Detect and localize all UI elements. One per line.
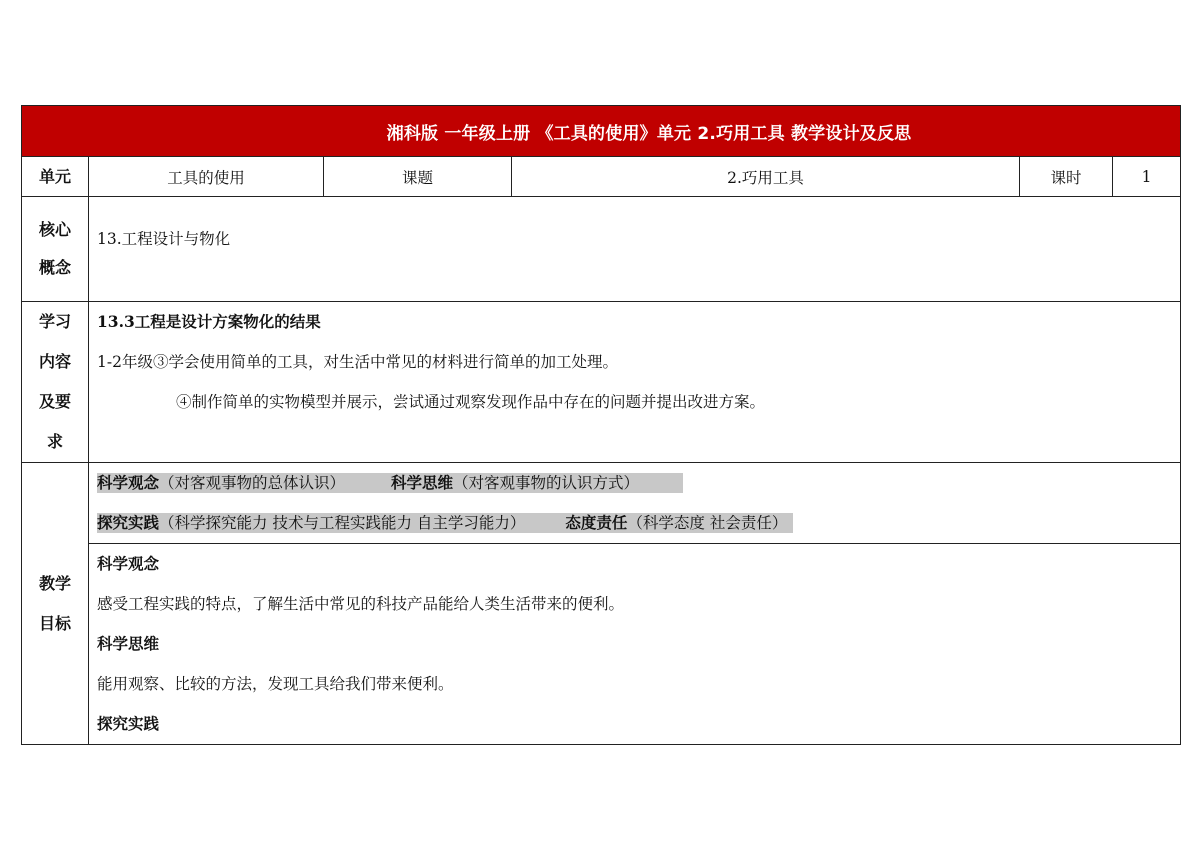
lesson-plan-table: [21, 105, 1181, 745]
topic-value: 2.巧用工具: [512, 157, 1020, 197]
objective-heading: 科学观念: [97, 554, 160, 573]
learning-row: [22, 302, 1181, 463]
period-label: 课时: [1020, 157, 1113, 197]
objectives-body: [89, 544, 1181, 745]
dimension-highlight: 探究实践（科学探究能力 技术与工程实践能力 自主学习能力） 态度责任（科学态度 社会责任）: [97, 513, 793, 533]
learning-label: [22, 302, 89, 463]
learning-label-line: 求: [46, 432, 63, 451]
learning-label-line: 内容: [38, 352, 71, 371]
objective-heading: 科学思维: [97, 634, 160, 653]
learning-label-line: 学习: [38, 312, 71, 331]
objective-text: 感受工程实践的特点，了解生活中常见的科技产品能给人类生活带来的便利。: [97, 595, 625, 613]
document-title-text: 湘科版 一年级上册 《工具的使用》单元 2.巧用工具 教学设计及反思: [386, 123, 912, 144]
learning-label-line: 及要: [38, 392, 71, 411]
objective-heading: 探究实践: [97, 714, 160, 733]
topic-label: 课题: [324, 157, 512, 197]
dimension-highlight: 科学观念（对客观事物的总体认识） 科学思维（对客观事物的认识方式）: [97, 473, 683, 493]
objectives-dimensions: [89, 463, 1181, 544]
objectives-highlight-row: [22, 463, 1181, 544]
document-title: [22, 106, 1181, 157]
objectives-body-row: [22, 544, 1181, 745]
unit-value: 工具的使用: [89, 157, 324, 197]
learning-content: [89, 302, 1181, 463]
unit-label: 单元: [22, 157, 89, 197]
objectives-label: 教学 目标: [22, 463, 89, 745]
header-row: [22, 157, 1181, 197]
core-concept-row: [22, 197, 1181, 302]
core-concept-text: 13.工程设计与物化: [89, 197, 1181, 302]
objective-text: 能用观察、比较的方法，发现工具给我们带来便利。: [97, 675, 454, 693]
learning-requirement: 1-2年级③学会使用简单的工具，对生活中常见的材料进行简单的加工处理。: [97, 353, 618, 371]
dimension-line: [97, 463, 1180, 503]
learning-requirement: ④制作简单的实物模型并展示，尝试通过观察发现作品中存在的问题并提出改进方案。: [176, 393, 766, 411]
title-row: [22, 106, 1181, 157]
learning-standard: 13.3工程是设计方案物化的结果: [97, 312, 321, 331]
core-concept-label: 核心 概念: [22, 197, 89, 302]
dimension-line: [97, 503, 1180, 543]
period-value: 1: [1113, 157, 1181, 197]
